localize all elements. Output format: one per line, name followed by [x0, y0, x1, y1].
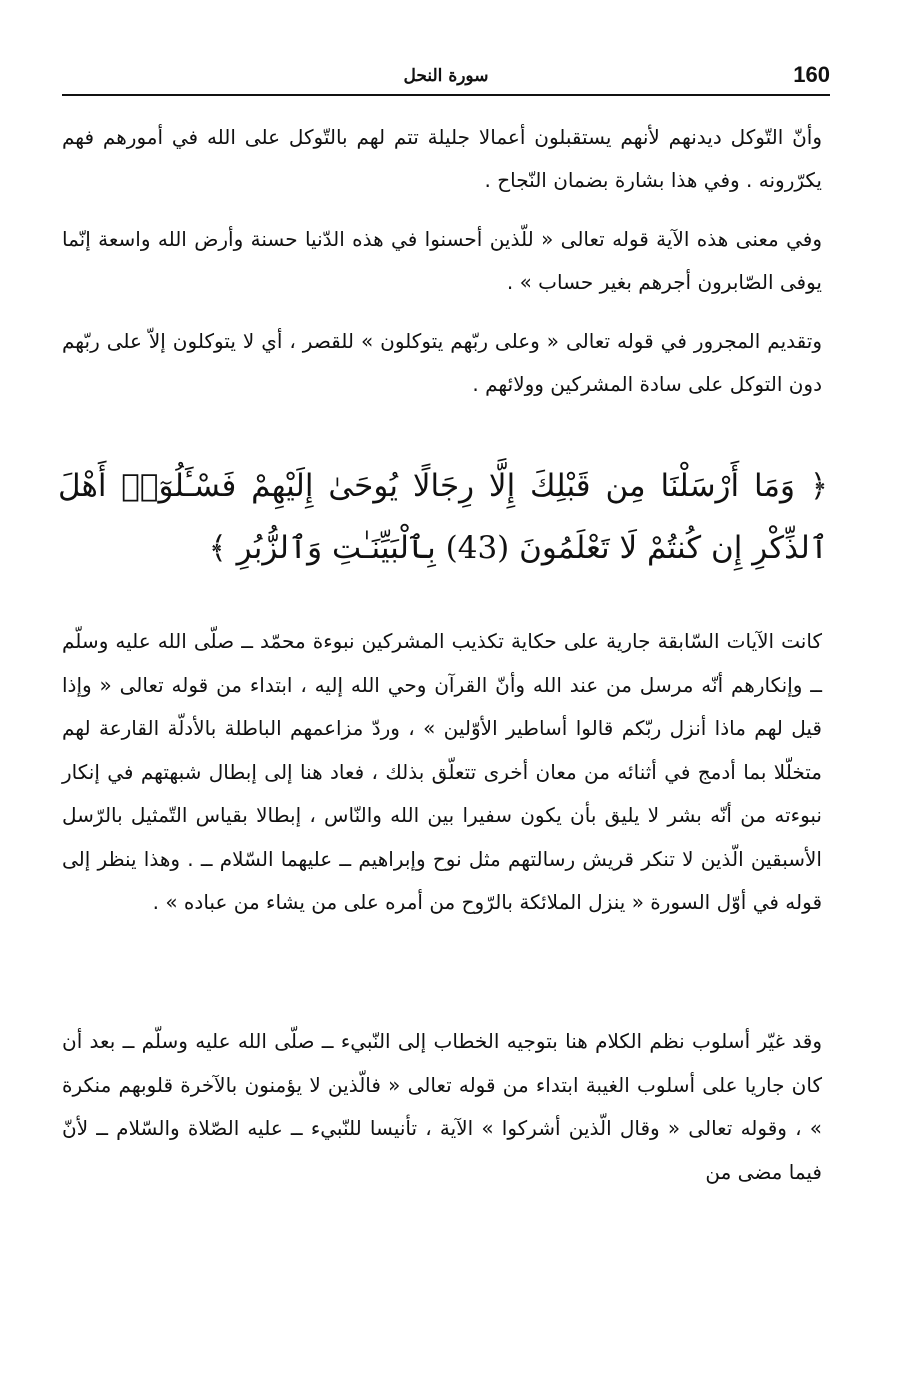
paragraph-1: وأنّ التّوكل ديدنهم لأنهم يستقبلون أعمالا جليلة تتم لهم بالتّوكل على الله في أمورهم فهم يكرّرونه . وفي هذا بشارة بضمان النّجاح . [62, 125, 822, 192]
commentary-paragraph-2: وقد غيّر أسلوب نظم الكلام هنا بتوجيه الخطاب إلى النّبيء ــ صلّى الله عليه وسلّم ــ بعد أن كان جاريا على أسلوب الغيبة ابتداء من قوله تعالى « فالّذين لا يؤمنون بالآخرة قلوبهم منكرة » ، وقوله تعالى « وقال الّذين أشركوا » الآية ، تأنيسا للنّبيء ــ عليه الصّلاة والسّلام ــ لأنّ فيما مضى من [62, 1029, 822, 1184]
running-title: سورة النحل [403, 66, 489, 86]
paragraph-3: وتقديم المجرور في قوله تعالى « وعلى ربّهم يتوكلون » للقصر ، أي لا يتوكلون إلاّ على ربّهم دون التوكل على سادة المشركين وولائهم . [62, 329, 822, 396]
paragraph-2: وفي معنى هذه الآية قوله تعالى « للّذين أحسنوا في هذه الدّنيا حسنة وأرض الله واسعة إنّما يوفى الصّابرون أجرهم بغير حساب » . [62, 227, 822, 294]
quran-verse: ﴿ وَمَا أَرْسَلْنَا مِن قَبْلِكَ إِلَّا رِجَالًا يُوحَىٰ إِلَيْهِمْ فَسْـَٔلُوٓا۟ أَهْلَ ٱلذِّكْرِ إِن كُنتُمْ لَا تَعْلَمُونَ (43) بِٱلْبَيِّنَـٰتِ وَٱلزُّبُرِ ﴾ [58, 468, 828, 566]
commentary-paragraph-1: كانت الآيات السّابقة جارية على حكاية تكذيب المشركين نبوءة محمّد ــ صلّى الله عليه وسلّم ــ وإنكارهم أنّه مرسل من عند الله وأنّ القرآن وحي الله إليه ، ابتداء من قوله تعالى « وإذا قيل لهم ماذا أنزل ربّكم قالوا أساطير الأوّلين » ، وردّ مزاعمهم الباطلة بالأدلّة القارعة لهم متخلّلا بما أدمج في أثنائه من معان أخرى تتعلّق بذلك ، فعاد هنا إلى إبطال شبهتهم في إنكار نبوءته من أنّه بشر لا يليق بأن يكون سفيرا بين الله والنّاس ، إبطالا بقياس التّمثيل بالرّسل الأسبقين الّذين لا تنكر قريش رسالتهم مثل نوح وإبراهيم ــ عليهما السّلام ــ . وهذا ينظر إلى قوله في أوّل السورة « ينزل الملائكة بالرّوح من أمره على من يشاء من عباده » . [62, 629, 822, 914]
page-number: 160 [793, 62, 830, 87]
page-header [62, 60, 830, 96]
